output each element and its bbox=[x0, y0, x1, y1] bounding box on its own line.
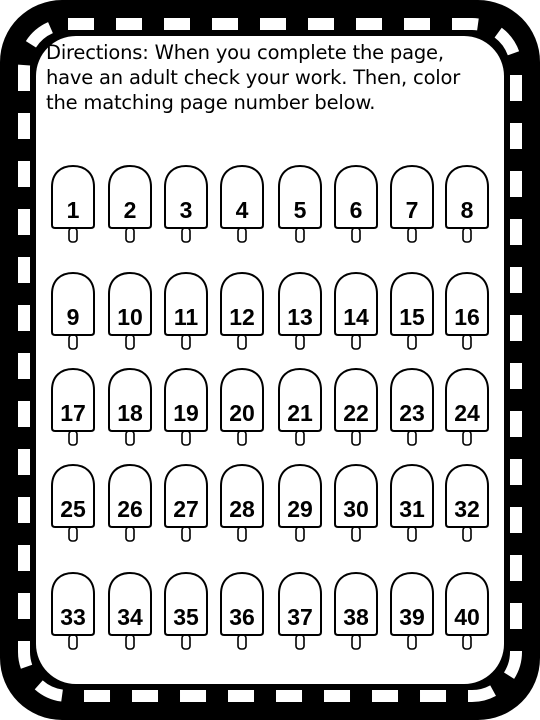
page-number-label: 8 bbox=[460, 197, 474, 223]
popsicle-page-34[interactable] bbox=[104, 570, 156, 652]
popsicle-page-5[interactable] bbox=[274, 163, 326, 245]
page-number-label: 28 bbox=[229, 496, 255, 522]
page-number-label: 19 bbox=[173, 400, 199, 426]
popsicle-page-36[interactable] bbox=[216, 570, 268, 652]
page-number-label: 32 bbox=[454, 496, 480, 522]
popsicle-page-35[interactable] bbox=[160, 570, 212, 652]
popsicle-page-15[interactable] bbox=[386, 270, 438, 352]
page-number-label: 30 bbox=[343, 496, 369, 522]
page-number-label: 38 bbox=[343, 604, 369, 630]
directions-line-2: have an adult check your work. Then, color bbox=[46, 66, 461, 89]
popsicle-page-4[interactable] bbox=[216, 163, 268, 245]
popsicle-page-18[interactable] bbox=[104, 366, 156, 448]
popsicle-page-21[interactable] bbox=[274, 366, 326, 448]
popsicle-page-11[interactable] bbox=[160, 270, 212, 352]
popsicle-page-16[interactable] bbox=[441, 270, 493, 352]
directions-line-3: the matching page number below. bbox=[46, 91, 376, 114]
popsicle-page-26[interactable] bbox=[104, 462, 156, 544]
page-number-label: 34 bbox=[117, 604, 143, 630]
popsicle-page-8[interactable] bbox=[441, 163, 493, 245]
page-number-label: 18 bbox=[117, 400, 143, 426]
page-number-label: 26 bbox=[117, 496, 143, 522]
popsicle-page-38[interactable] bbox=[330, 570, 382, 652]
popsicle-page-20[interactable] bbox=[216, 366, 268, 448]
page-number-label: 5 bbox=[293, 197, 307, 223]
popsicle-page-13[interactable] bbox=[274, 270, 326, 352]
page-number-label: 17 bbox=[60, 400, 86, 426]
page-number-label: 16 bbox=[454, 304, 480, 330]
popsicle-page-7[interactable] bbox=[386, 163, 438, 245]
directions-line-1: Directions: When you complete the page, bbox=[46, 41, 444, 64]
page-number-label: 21 bbox=[287, 400, 313, 426]
popsicle-page-2[interactable] bbox=[104, 163, 156, 245]
page-number-label: 4 bbox=[235, 197, 249, 223]
popsicle-page-29[interactable] bbox=[274, 462, 326, 544]
page-number-label: 25 bbox=[60, 496, 86, 522]
page-number-label: 39 bbox=[399, 604, 425, 630]
popsicle-page-19[interactable] bbox=[160, 366, 212, 448]
popsicle-page-32[interactable] bbox=[441, 462, 493, 544]
popsicle-page-28[interactable] bbox=[216, 462, 268, 544]
page-number-label: 23 bbox=[399, 400, 425, 426]
page-number-label: 29 bbox=[287, 496, 313, 522]
popsicle-page-22[interactable] bbox=[330, 366, 382, 448]
page-number-label: 27 bbox=[173, 496, 199, 522]
popsicle-page-24[interactable] bbox=[441, 366, 493, 448]
popsicle-page-30[interactable] bbox=[330, 462, 382, 544]
popsicle-page-27[interactable] bbox=[160, 462, 212, 544]
page-number-label: 3 bbox=[179, 197, 193, 223]
page-number-label: 37 bbox=[287, 604, 313, 630]
page-number-label: 40 bbox=[454, 604, 480, 630]
page-number-label: 7 bbox=[405, 197, 419, 223]
page-number-label: 2 bbox=[123, 197, 137, 223]
popsicle-page-10[interactable] bbox=[104, 270, 156, 352]
directions-text bbox=[46, 40, 506, 115]
page-number-label: 36 bbox=[229, 604, 255, 630]
page-number-label: 14 bbox=[343, 304, 369, 330]
page-number-label: 1 bbox=[66, 197, 80, 223]
page-number-label: 9 bbox=[66, 304, 80, 330]
popsicle-page-25[interactable] bbox=[47, 462, 99, 544]
page-number-label: 13 bbox=[287, 304, 313, 330]
popsicle-page-39[interactable] bbox=[386, 570, 438, 652]
popsicle-page-14[interactable] bbox=[330, 270, 382, 352]
page-number-label: 6 bbox=[349, 197, 363, 223]
popsicle-page-23[interactable] bbox=[386, 366, 438, 448]
page-number-label: 22 bbox=[343, 400, 369, 426]
popsicle-page-9[interactable] bbox=[47, 270, 99, 352]
popsicle-page-40[interactable] bbox=[441, 570, 493, 652]
popsicle-page-6[interactable] bbox=[330, 163, 382, 245]
page-number-label: 12 bbox=[229, 304, 255, 330]
page-number-label: 11 bbox=[173, 304, 199, 330]
page-number-label: 24 bbox=[454, 400, 480, 426]
popsicle-page-37[interactable] bbox=[274, 570, 326, 652]
popsicle-page-1[interactable] bbox=[47, 163, 99, 245]
page-number-label: 31 bbox=[399, 496, 425, 522]
page-number-label: 15 bbox=[399, 304, 425, 330]
popsicle-page-31[interactable] bbox=[386, 462, 438, 544]
page-number-label: 35 bbox=[173, 604, 199, 630]
page-number-label: 10 bbox=[117, 304, 143, 330]
popsicle-page-33[interactable] bbox=[47, 570, 99, 652]
page-number-label: 33 bbox=[60, 604, 86, 630]
page-number-label: 20 bbox=[229, 400, 255, 426]
popsicle-page-3[interactable] bbox=[160, 163, 212, 245]
popsicle-page-12[interactable] bbox=[216, 270, 268, 352]
popsicle-page-17[interactable] bbox=[47, 366, 99, 448]
